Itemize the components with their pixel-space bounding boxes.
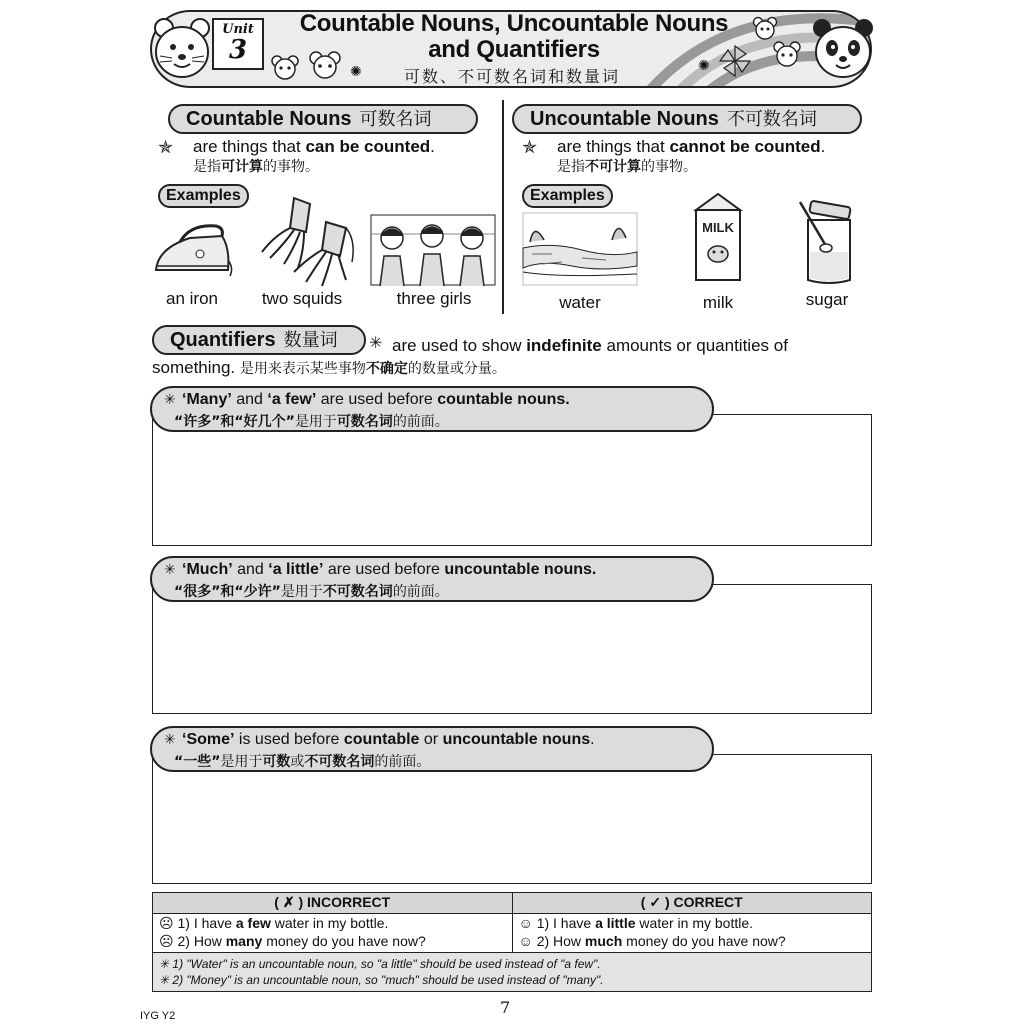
incorrect-sentence — [159, 933, 506, 951]
incorrect-1-pre: 1) I have — [177, 915, 236, 931]
sparkle-icon: ✺ — [350, 64, 362, 80]
asterisk-bullet-icon: ✳ — [159, 973, 170, 987]
correct-sentence — [519, 933, 866, 951]
uncountable-heading-text: Uncountable Nouns — [530, 108, 719, 130]
countable-def-cn-post: 的事物。 — [263, 159, 319, 175]
quantifiers-def-cn — [240, 361, 506, 377]
countable-examples-label: Examples — [158, 184, 249, 208]
milk-carton-label: MILK — [702, 220, 734, 235]
countable-def-pre: are things that — [193, 137, 306, 156]
rule-much-little-heading — [150, 556, 714, 602]
book-code: IYG Y2 — [140, 1010, 176, 1022]
quantifiers-definition — [392, 335, 788, 356]
uncountable-definition-cn — [557, 158, 697, 176]
table-row — [153, 914, 871, 953]
correct-sentence — [519, 915, 866, 933]
rule-much-little-text — [182, 561, 596, 579]
quantifiers-def-post: amounts or quantities of — [601, 336, 788, 355]
uncountable-def-cn-pre: 是指 — [557, 159, 585, 175]
rule-many-q2: ‘a few’ — [267, 391, 317, 408]
incorrect-1-bold: a few — [235, 915, 271, 931]
rule-some-mid: is used before — [234, 731, 344, 748]
sad-face-icon: ☹ — [159, 915, 174, 931]
three-girls-illustration — [370, 214, 496, 286]
quantifiers-def-pre: are used to show — [392, 336, 527, 355]
correct-1-bold: a little — [595, 915, 636, 931]
quantifiers-def-bold: indefinite — [526, 336, 602, 355]
star-bullet-icon: ✯ — [158, 137, 174, 158]
rule-some-text — [182, 731, 595, 749]
sugar-jar-illustration — [796, 196, 858, 286]
small-mouse-icon — [772, 40, 802, 68]
smiley-face-icon: ☺ — [518, 933, 533, 949]
correct-1-pre: 1) I have — [536, 915, 596, 931]
incorrect-column-header: ( ✗ ) INCORRECT — [153, 893, 512, 913]
page-title-line1: Countable Nouns, Uncountable Nouns — [299, 10, 729, 37]
unit-number-box — [212, 18, 264, 70]
column-divider — [502, 100, 504, 314]
example-caption-squids: two squids — [261, 289, 343, 308]
rule-much-cn-target: 不可数名词 — [322, 584, 393, 600]
countable-nouns-heading — [168, 104, 478, 134]
rule-many-mid: are used before — [316, 391, 438, 408]
page-number: 7 — [500, 998, 511, 1017]
rule-much-cn-mid: 是用于 — [280, 584, 323, 600]
rule-some-cn — [174, 751, 430, 771]
uncountable-def-pre: are things that — [557, 137, 670, 156]
rule-much-and: and — [232, 561, 269, 578]
correct-2-bold: much — [584, 933, 623, 949]
example-caption-iron: an iron — [166, 289, 218, 308]
uncountable-def-bold: cannot be counted — [669, 137, 821, 156]
quantifiers-def-cn-post: 的数量或分量。 — [407, 361, 506, 377]
milk-carton-illustration — [690, 190, 746, 284]
rule-many-few-cn — [174, 411, 449, 431]
rule-some-cn-t2: 不可数名词 — [304, 754, 375, 770]
note-line — [159, 972, 865, 988]
pinwheel-icon — [718, 44, 752, 78]
countable-def-post: . — [430, 137, 435, 156]
quantifiers-heading — [152, 325, 366, 355]
countable-definition — [193, 136, 435, 157]
note-water: 1) "Water" is an uncountable noun, so "a little" should be used instead of "a few". — [172, 957, 601, 971]
rule-much-q2: ‘a little’ — [268, 561, 324, 578]
rule-some-cn-or: 或 — [290, 754, 305, 770]
asterisk-bullet-icon: ✳ — [159, 957, 170, 971]
rule-many-few-heading — [150, 386, 714, 432]
table-notes — [153, 953, 871, 991]
countable-heading-cn: 可数名词 — [359, 109, 432, 130]
rule-some-examples-box — [152, 754, 872, 884]
panda-face-icon — [812, 16, 874, 80]
example-caption-milk: milk — [702, 293, 734, 312]
countable-heading-text: Countable Nouns — [186, 108, 352, 130]
incorrect-1-post: water in my bottle. — [270, 915, 389, 931]
water-river-illustration — [522, 212, 638, 286]
rule-many-and: and — [231, 391, 268, 408]
asterisk-bullet-icon: ✳ — [164, 732, 176, 748]
example-caption-girls: three girls — [396, 289, 472, 308]
quantifiers-def-cn-pre: 是用来表示某些事物 — [239, 361, 366, 377]
countable-def-bold: can be counted — [305, 137, 431, 156]
sad-face-icon: ☹ — [159, 933, 174, 949]
iron-illustration — [150, 218, 234, 280]
sparkle-icon: ✺ — [698, 58, 710, 74]
correct-1-post: water in my bottle. — [635, 915, 754, 931]
rule-much-target: uncountable nouns. — [444, 561, 597, 578]
rule-some-heading — [150, 726, 714, 772]
incorrect-2-post: money do you have now? — [262, 933, 426, 949]
countable-definition-cn — [193, 158, 319, 176]
uncountable-definition — [557, 136, 825, 157]
small-mouse-icon — [752, 16, 778, 40]
rule-some-cn-q: “一些” — [174, 754, 221, 770]
unit-label: Unit — [222, 22, 254, 37]
uncountable-heading-cn: 不可数名词 — [726, 109, 817, 130]
note-money: 2) "Money" is an uncountable noun, so "much" should be used instead of "many". — [172, 973, 604, 987]
rule-many-target: countable nouns. — [437, 391, 570, 408]
correct-column — [512, 914, 872, 952]
quantifiers-def-line2: something. — [152, 358, 236, 377]
incorrect-column — [153, 914, 512, 952]
quantifiers-definition-line2 — [152, 357, 506, 380]
squids-illustration — [254, 192, 364, 288]
rule-many-cn-q: “许多”和“好几个” — [174, 414, 295, 430]
unit-number: 3 — [228, 35, 248, 65]
rule-some-cn-mid: 是用于 — [220, 754, 263, 770]
rule-much-little-examples-box — [152, 584, 872, 714]
note-line — [159, 956, 865, 972]
rule-some-end: . — [590, 731, 595, 748]
smiley-face-icon: ☺ — [518, 915, 533, 931]
incorrect-2-pre: 2) How — [177, 933, 226, 949]
quantifiers-def-cn-bold: 不确定 — [365, 361, 408, 377]
uncountable-nouns-heading — [512, 104, 862, 134]
rule-some-q1: ‘Some’ — [182, 731, 235, 748]
rule-many-few-examples-box — [152, 414, 872, 546]
quantifiers-heading-cn: 数量词 — [283, 330, 338, 351]
correct-2-pre: 2) How — [536, 933, 585, 949]
correct-2-post: money do you have now? — [622, 933, 786, 949]
rule-many-cn-target: 可数名词 — [336, 414, 393, 430]
asterisk-bullet-icon: ✳ — [369, 333, 383, 352]
uncountable-examples-label: Examples — [522, 184, 613, 208]
incorrect-sentence — [159, 915, 506, 933]
uncountable-def-cn-bold: 不可计算 — [585, 159, 641, 175]
star-bullet-icon: ✯ — [522, 137, 538, 158]
rule-much-q1: ‘Much’ — [182, 561, 233, 578]
incorrect-2-bold: many — [225, 933, 263, 949]
rule-many-q1: ‘Many’ — [182, 391, 232, 408]
rule-some-cn-t1: 可数 — [262, 754, 291, 770]
example-caption-water: water — [559, 293, 601, 312]
rule-many-cn-end: 的前面。 — [392, 414, 449, 430]
countable-def-cn-bold: 可计算 — [221, 159, 263, 175]
hamster-face-icon — [152, 14, 212, 82]
rule-some-t1: countable — [343, 731, 420, 748]
asterisk-bullet-icon: ✳ — [164, 562, 176, 578]
uncountable-def-cn-post: 的事物。 — [641, 159, 697, 175]
rule-much-cn-q: “很多”和“少许” — [174, 584, 281, 600]
quantifiers-heading-text: Quantifiers — [170, 329, 276, 351]
rule-some-t2: uncountable nouns — [442, 731, 591, 748]
rule-much-mid: are used before — [323, 561, 445, 578]
example-caption-sugar: sugar — [805, 290, 849, 309]
table-header-row — [153, 893, 871, 914]
rule-many-few-text — [182, 391, 570, 409]
countable-def-cn-pre: 是指 — [193, 159, 221, 175]
rule-some-or: or — [419, 731, 443, 748]
rule-much-cn-end: 的前面。 — [392, 584, 449, 600]
asterisk-bullet-icon: ✳ — [164, 392, 176, 408]
rule-some-cn-end: 的前面。 — [374, 754, 431, 770]
correct-incorrect-table — [152, 892, 872, 992]
correct-column-header: ( ✓ ) CORRECT — [512, 893, 872, 913]
page-subtitle-cn: 可数、不可数名词和数量词 — [403, 67, 620, 86]
uncountable-def-post: . — [820, 137, 826, 156]
page-title-line2: and Quantifiers — [428, 36, 600, 63]
rule-many-cn-mid: 是用于 — [294, 414, 337, 430]
rule-much-little-cn — [174, 581, 449, 601]
